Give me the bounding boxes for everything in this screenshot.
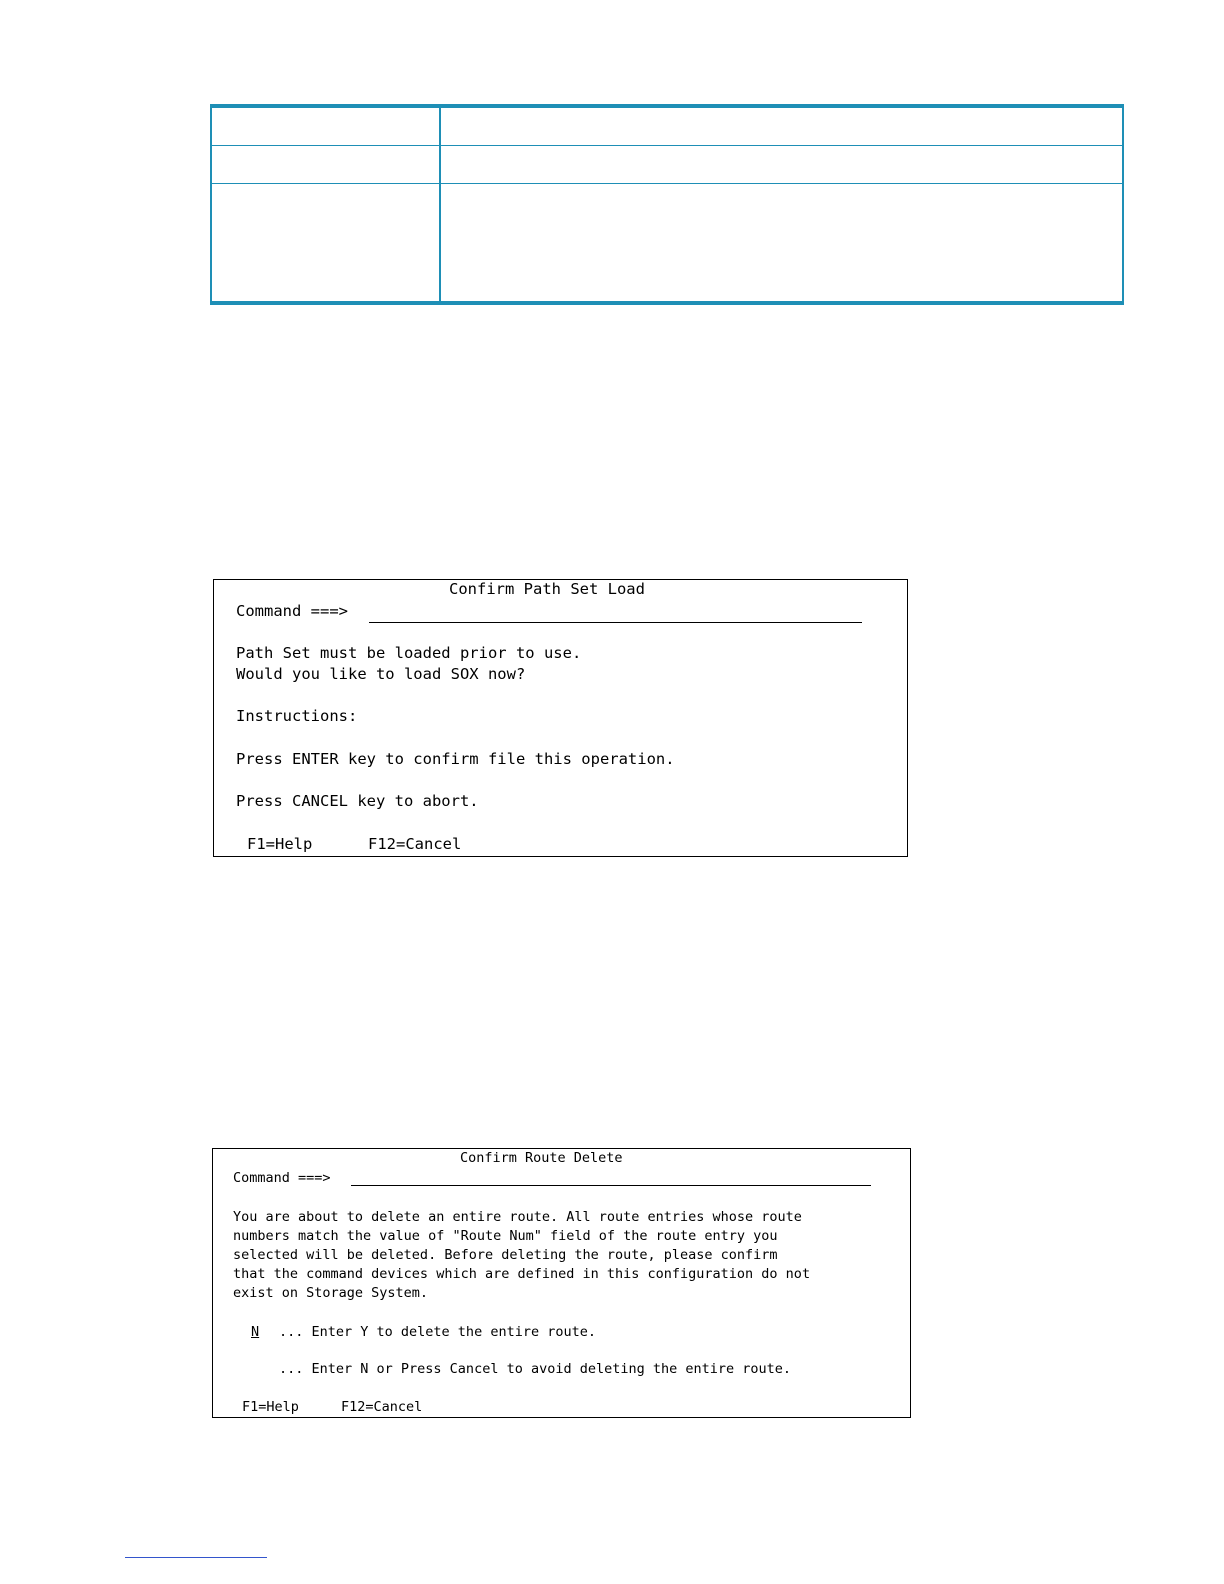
message-line: selected will be deleted. Before deleting the route, please confirm [233, 1247, 778, 1263]
message-line: Would you like to load SOX now? [236, 665, 526, 683]
command-label: Command ===> [233, 1170, 331, 1186]
message-line: You are about to delete an entire route. All route entries whose route [233, 1209, 802, 1225]
table-row [212, 184, 1122, 301]
parameter-table [210, 104, 1124, 305]
screen-title: Confirm Route Delete [460, 1150, 623, 1166]
message-line: Path Set must be loaded prior to use. [236, 644, 582, 662]
option-yes: ... Enter Y to delete the entire route. [279, 1324, 596, 1340]
table-row [212, 146, 1122, 184]
message-line: numbers match the value of "Route Num" field of the route entry you [233, 1228, 778, 1244]
command-label: Command ===> [236, 602, 348, 620]
f12-cancel-key[interactable]: F12=Cancel [341, 1399, 423, 1415]
option-no: ... Enter N or Press Cancel to avoid deleting the entire route. [279, 1361, 792, 1377]
message-line: exist on Storage System. [233, 1285, 429, 1301]
instruction-enter: Press ENTER key to confirm file this operation. [236, 750, 675, 768]
confirm-input[interactable]: N [251, 1324, 260, 1340]
confirm-path-set-load-screen [213, 579, 908, 857]
f1-help-key[interactable]: F1=Help [247, 835, 313, 853]
instruction-cancel: Press CANCEL key to abort. [236, 792, 479, 810]
message-line: that the command devices which are defined in this configuration do not [233, 1266, 811, 1282]
command-input-underline[interactable] [369, 622, 862, 623]
instructions-label: Instructions: [236, 707, 358, 725]
table-row [212, 108, 1122, 146]
f12-cancel-key[interactable]: F12=Cancel [368, 835, 462, 853]
screen-title: Confirm Path Set Load [449, 580, 645, 598]
command-input-underline[interactable] [351, 1185, 871, 1186]
footer-link-underline[interactable] [125, 1557, 267, 1558]
confirm-route-delete-screen [212, 1148, 911, 1418]
f1-help-key[interactable]: F1=Help [242, 1399, 299, 1415]
